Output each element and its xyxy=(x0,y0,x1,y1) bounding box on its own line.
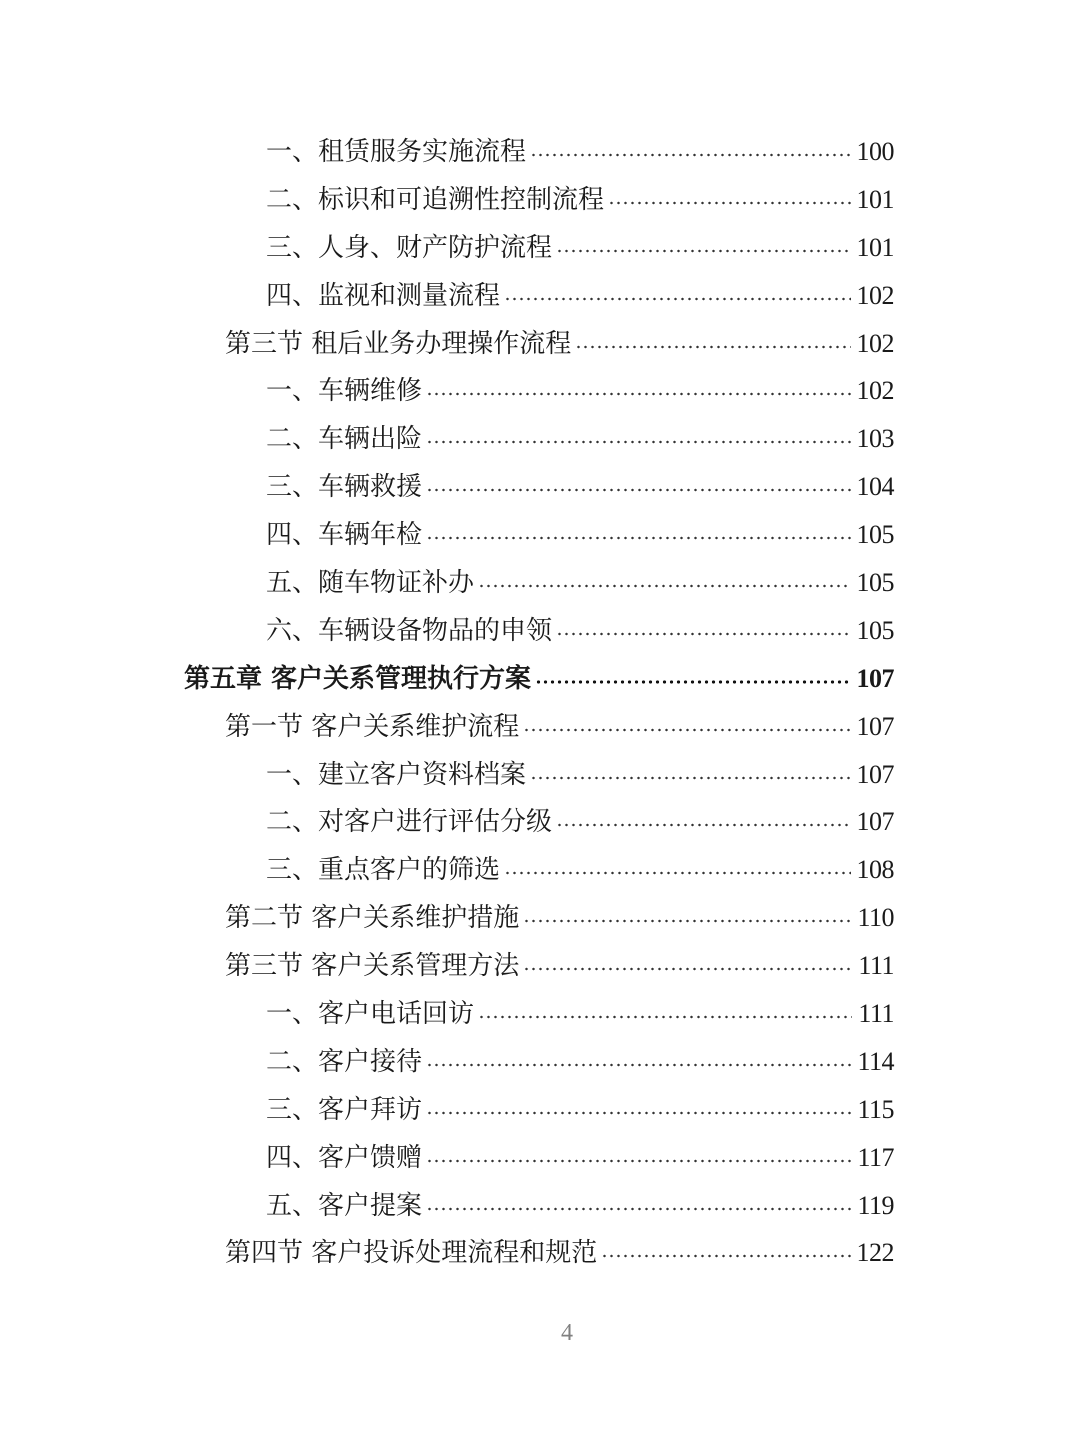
dot-leader xyxy=(523,919,851,923)
dot-leader xyxy=(426,1159,851,1163)
toc-entry-page: 102 xyxy=(856,376,894,406)
toc-entry-title: 六、车辆设备物品的申领 xyxy=(266,615,553,646)
toc-section-entry[interactable] xyxy=(0,894,1080,942)
toc-entry[interactable] xyxy=(0,1182,1080,1230)
toc-entry-page: 101 xyxy=(856,232,894,262)
toc-entry-title: 第三节 租后业务办理操作流程 xyxy=(225,328,572,359)
toc-section-entry[interactable] xyxy=(0,703,1080,751)
toc-entry-title: 四、监视和测量流程 xyxy=(266,280,501,311)
toc-entry-page: 115 xyxy=(857,1094,894,1124)
toc-entry[interactable] xyxy=(0,559,1080,607)
toc-section-entry[interactable] xyxy=(0,942,1080,990)
dot-leader xyxy=(523,728,850,732)
toc-entry-title: 第四节 客户投诉处理流程和规范 xyxy=(225,1238,598,1269)
dot-leader xyxy=(478,584,850,588)
toc-entry-page: 110 xyxy=(857,903,894,933)
toc-entry-page: 107 xyxy=(856,759,894,789)
toc-entry-page: 105 xyxy=(856,568,894,598)
toc-entry-title: 五、客户提案 xyxy=(266,1190,423,1221)
toc-entry-title: 第二节 客户关系维护措施 xyxy=(225,903,520,934)
toc-entry-title: 五、随车物证补办 xyxy=(266,568,475,599)
toc-entry-title: 二、客户接待 xyxy=(266,1046,423,1077)
dot-leader xyxy=(426,392,850,396)
toc-entry[interactable] xyxy=(0,511,1080,559)
toc-entry[interactable] xyxy=(0,128,1080,176)
toc-entry-page: 117 xyxy=(857,1142,894,1172)
dot-leader xyxy=(426,488,850,492)
toc-entry-page: 114 xyxy=(857,1046,894,1076)
toc-entry-title: 三、客户拜访 xyxy=(266,1094,423,1125)
toc-entry-page: 101 xyxy=(856,184,894,214)
dot-leader xyxy=(523,967,852,971)
toc-entry-title: 一、建立客户资料档案 xyxy=(266,759,527,790)
toc-entry-page: 108 xyxy=(856,855,894,885)
toc-entry-title: 第五章 客户关系管理执行方案 xyxy=(184,663,532,694)
toc-entry-page: 105 xyxy=(856,615,894,645)
table-of-contents xyxy=(0,128,1080,1277)
toc-entry-page: 107 xyxy=(856,807,894,837)
dot-leader xyxy=(426,536,850,540)
dot-leader xyxy=(504,297,850,301)
toc-entry[interactable] xyxy=(0,798,1080,846)
toc-entry-title: 一、客户电话回访 xyxy=(266,999,475,1030)
dot-leader xyxy=(426,440,850,444)
toc-entry-page: 111 xyxy=(858,999,894,1029)
toc-entry[interactable] xyxy=(0,224,1080,272)
toc-entry-title: 第三节 客户关系管理方法 xyxy=(225,951,520,982)
page-number: 4 xyxy=(561,1320,573,1346)
toc-entry[interactable] xyxy=(0,607,1080,655)
toc-entry-page: 105 xyxy=(856,520,894,550)
toc-entry-page: 103 xyxy=(856,424,894,454)
dot-leader xyxy=(556,249,850,253)
toc-entry[interactable] xyxy=(0,1134,1080,1182)
toc-entry-title: 四、车辆年检 xyxy=(266,520,423,551)
dot-leader xyxy=(608,201,850,205)
toc-entry-page: 119 xyxy=(857,1190,894,1220)
toc-entry[interactable] xyxy=(0,846,1080,894)
toc-entry-title: 一、租赁服务实施流程 xyxy=(266,137,527,167)
dot-leader xyxy=(535,680,850,684)
toc-entry-page: 102 xyxy=(856,280,894,310)
toc-entry-title: 四、客户馈赠 xyxy=(266,1142,423,1173)
toc-entry[interactable] xyxy=(0,415,1080,463)
toc-entry-title: 三、车辆救援 xyxy=(266,472,423,503)
dot-leader xyxy=(575,345,850,349)
toc-entry-page: 100 xyxy=(856,137,894,166)
dot-leader xyxy=(530,776,850,780)
toc-entry-title: 一、车辆维修 xyxy=(266,376,423,407)
toc-entry-page: 104 xyxy=(856,472,894,502)
toc-entry[interactable] xyxy=(0,751,1080,799)
toc-entry-title: 第一节 客户关系维护流程 xyxy=(225,711,520,742)
dot-leader xyxy=(426,1207,851,1211)
toc-entry-title: 二、对客户进行评估分级 xyxy=(266,807,553,838)
dot-leader xyxy=(530,153,850,157)
toc-entry[interactable] xyxy=(0,1086,1080,1134)
toc-entry-page: 102 xyxy=(856,328,894,358)
dot-leader xyxy=(426,1063,851,1067)
dot-leader xyxy=(426,1111,851,1115)
dot-leader xyxy=(556,632,850,636)
toc-entry[interactable] xyxy=(0,272,1080,320)
toc-entry-title: 三、人身、财产防护流程 xyxy=(266,232,553,263)
dot-leader xyxy=(601,1254,850,1258)
toc-section-entry[interactable] xyxy=(0,1229,1080,1277)
dot-leader xyxy=(556,823,850,827)
toc-entry-page: 111 xyxy=(858,951,894,981)
toc-entry-page: 122 xyxy=(856,1238,894,1268)
toc-entry-title: 二、标识和可追溯性控制流程 xyxy=(266,184,605,215)
toc-entry-title: 二、车辆出险 xyxy=(266,424,423,455)
toc-entry-page: 107 xyxy=(856,711,894,741)
toc-section-entry[interactable] xyxy=(0,320,1080,368)
toc-entry[interactable] xyxy=(0,990,1080,1038)
toc-entry-page: 107 xyxy=(856,663,894,693)
toc-entry[interactable] xyxy=(0,367,1080,415)
dot-leader xyxy=(504,871,850,875)
toc-entry[interactable] xyxy=(0,463,1080,511)
toc-chapter-entry[interactable] xyxy=(0,655,1080,703)
toc-entry[interactable] xyxy=(0,1038,1080,1086)
toc-entry[interactable] xyxy=(0,176,1080,224)
toc-entry-title: 三、重点客户的筛选 xyxy=(266,855,501,886)
dot-leader xyxy=(478,1015,852,1019)
